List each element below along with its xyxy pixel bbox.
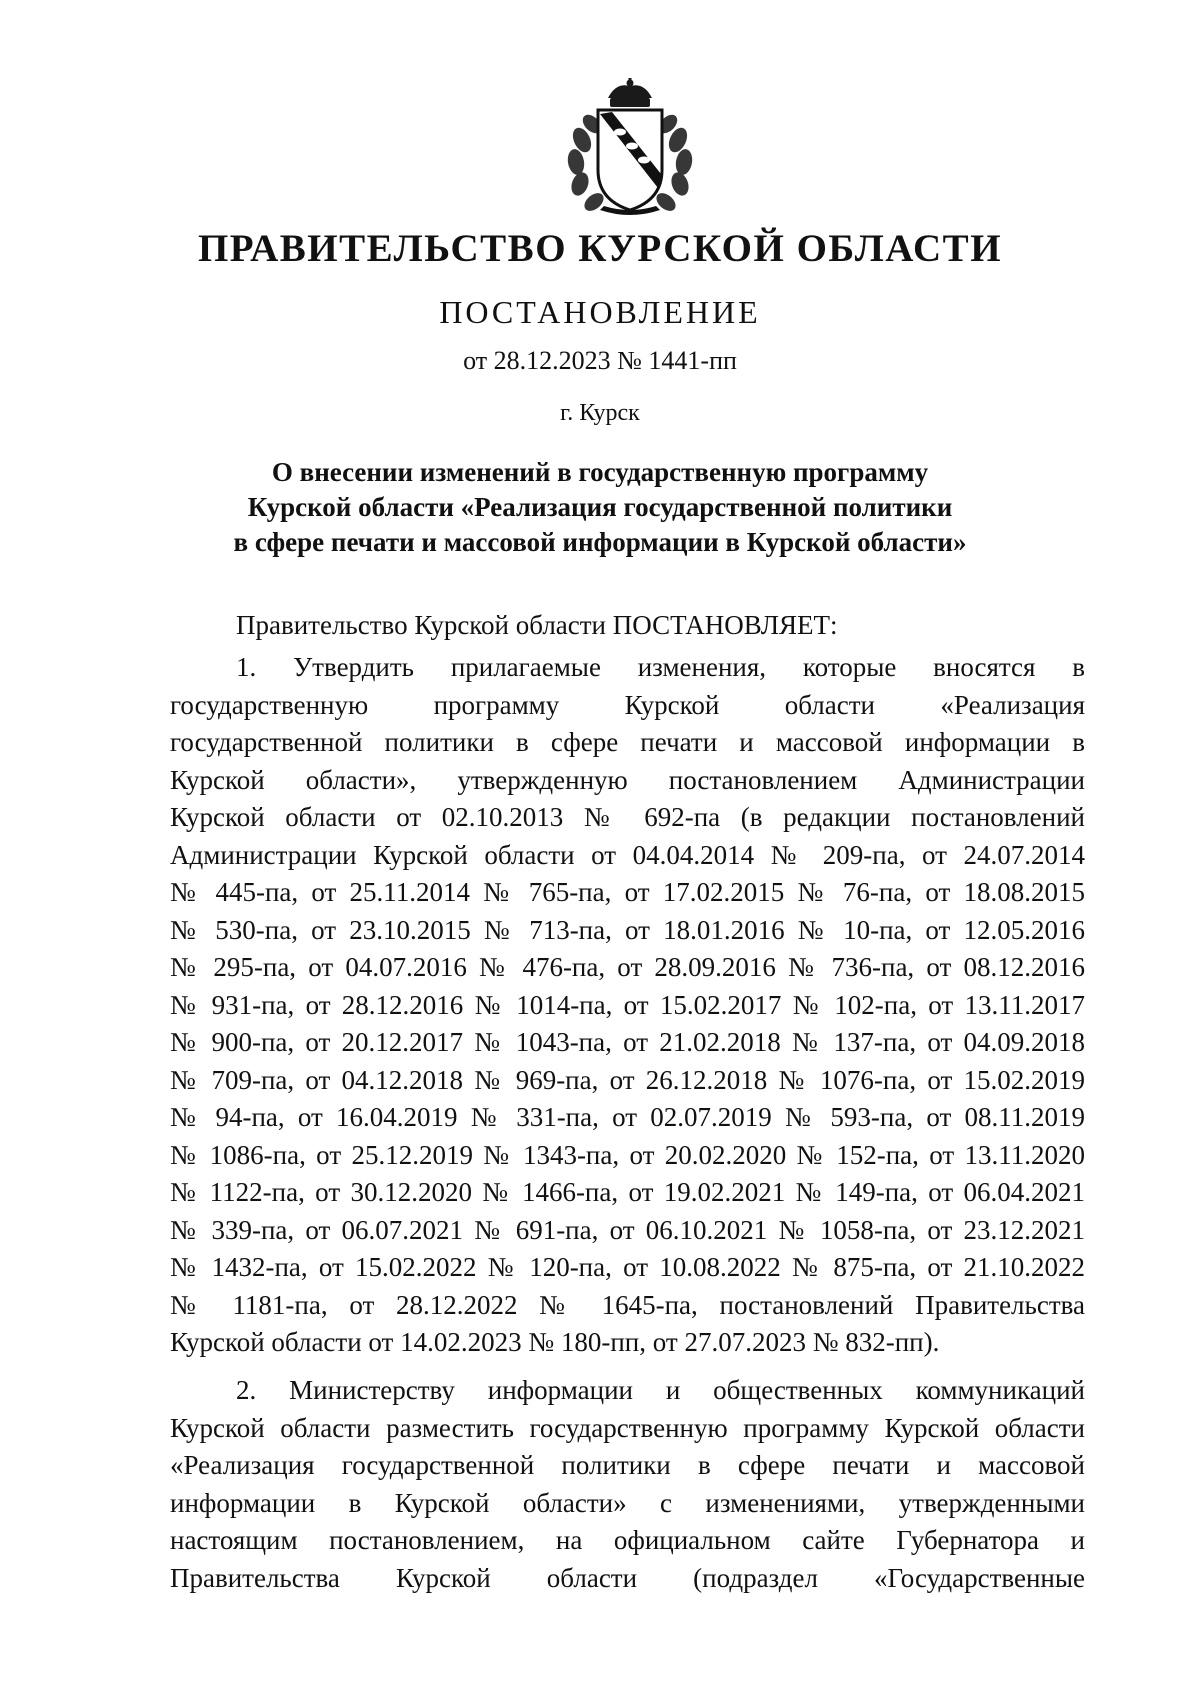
text-line: Курской области разместить государственную программу Курской области [170,1412,1085,1443]
text-line: № 1086-па, от 25.12.2019 № 1343-па, от 20.02.2020 № 152-па, от 13.11.2020 [170,1139,1085,1170]
text-line: Курской области от 14.02.2023 № 180-пп, от 27.07.2023 № 832-пп). [170,1327,940,1357]
text-line: Курской области от 02.10.2013 № 692-па (в редакции постановлений [170,802,1085,832]
text-line: № 445-па, от 25.11.2014 № 765-па, от 17.02.2015 № 76-па, от 18.08.2015 [170,877,1085,907]
text-line: государственную программу Курской области «Реализация [170,689,1085,720]
document-city: г. Курск [560,400,640,426]
organization-title: ПРАВИТЕЛЬСТВО КУРСКОЙ ОБЛАСТИ [197,227,1003,270]
subject-line: в сфере печати и массовой информации в Курской области» [233,527,967,557]
text-line: № 94-па, от 16.04.2019 № 331-па, от 02.07.2019 № 593-па, от 08.11.2019 [170,1102,1085,1132]
text-line: № 295-па, от 04.07.2016 № 476-па, от 28.09.2016 № 736-па, от 08.12.2016 [170,952,1085,982]
text-line: № 530-па, от 23.10.2015 № 713-па, от 18.01.2016 № 10-па, от 12.05.2016 [170,914,1085,945]
kursk-coat-of-arms-icon [560,78,700,218]
text-line: Правительства Курской области (подраздел «Государственные [170,1562,1085,1593]
text-line: государственной политики в сфере печати и массовой информации в [170,727,1085,757]
text-line: 1. Утвердить прилагаемые изменения, которые вносятся в [236,652,1085,682]
paragraph-1 [170,649,1085,1362]
subject-line: Курской области «Реализация государственной политики [247,492,953,522]
text-line: 2. Министерству информации и общественных коммуникаций [236,1375,1085,1405]
subject-line: О внесении изменений в государственную программу [271,457,929,487]
coat-of-arms-emblem [560,78,700,218]
document-number: от 28.12.2023 № 1441-пп [463,346,737,375]
text-line: «Реализация государственной политики в сфере печати и массовой [170,1450,1085,1480]
document-subject [0,455,1200,560]
text-line: информации в Курской области» с изменениями, утвержденными [170,1487,1085,1518]
text-line: Курской области», утвержденную постановлением Администрации [170,764,1085,795]
paragraph-2 [170,1372,1085,1597]
text-line: № 931-па, от 28.12.2016 № 1014-па, от 15.02.2017 № 102-па, от 13.11.2017 [170,989,1085,1020]
text-line: № 709-па, от 04.12.2018 № 969-па, от 26.12.2018 № 1076-па, от 15.02.2019 [170,1064,1085,1095]
text-line: № 900-па, от 20.12.2017 № 1043-па, от 21.02.2018 № 137-па, от 04.09.2018 [170,1027,1085,1057]
document-type: ПОСТАНОВЛЕНИЕ [439,294,761,330]
text-line: настоящим постановлением, на официальном сайте Губернатора и [170,1525,1085,1555]
text-line: № 1432-па, от 15.02.2022 № 120-па, от 10.08.2022 № 875-па, от 21.10.2022 [170,1252,1085,1282]
text-line: № 1181-па, от 28.12.2022 № 1645-па, постановлений Правительства [170,1289,1085,1320]
text-line: № 339-па, от 06.07.2021 № 691-па, от 06.10.2021 № 1058-па, от 23.12.2021 [170,1214,1085,1245]
preamble: Правительство Курской области ПОСТАНОВЛЯЕТ: [236,610,838,640]
text-line: № 1122-па, от 30.12.2020 № 1466-па, от 19.02.2021 № 149-па, от 06.04.2021 [170,1177,1085,1207]
text-line: Администрации Курской области от 04.04.2014 № 209-па, от 24.07.2014 [170,839,1085,870]
